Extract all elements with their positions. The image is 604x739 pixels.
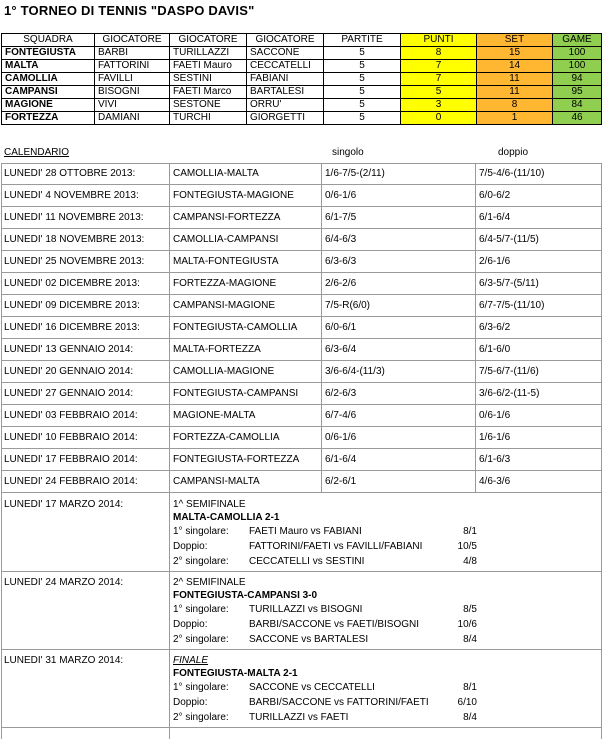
singolo-score: 6/1-6/4 xyxy=(325,454,357,465)
calendar-row xyxy=(1,163,601,185)
team-name: FORTEZZA xyxy=(2,112,95,125)
calendar-grid-line xyxy=(601,163,602,493)
game-label: Doppio: xyxy=(173,541,208,552)
singolo-score: 6/7-4/6 xyxy=(325,410,357,421)
player-1: BARBI xyxy=(95,47,170,60)
match-date: LUNEDI' 20 GENNAIO 2014: xyxy=(4,366,134,377)
player-3: BARTALESI xyxy=(247,86,324,99)
team-name: MAGIONE xyxy=(2,99,95,112)
match-teams: FONTEGIUSTA-FORTEZZA xyxy=(173,454,300,465)
game-cell: 84 xyxy=(553,99,602,112)
game-players: CECCATELLI vs SESTINI xyxy=(249,556,365,567)
game-cell: 95 xyxy=(553,86,602,99)
team-name: CAMPANSI xyxy=(2,86,95,99)
match-teams: CAMOLLIA-CAMPANSI xyxy=(173,234,279,245)
game-cell: 46 xyxy=(553,112,602,125)
game-label: 1° singolare: xyxy=(173,526,229,537)
set-cell: 15 xyxy=(477,47,553,60)
standings-row xyxy=(2,73,602,86)
player-1: VIVI xyxy=(95,99,170,112)
game-score: 10/6 xyxy=(457,619,477,630)
final-separator xyxy=(1,571,601,572)
doppio-score: 0/6-1/6 xyxy=(479,410,511,421)
doppio-score: 6/1-6/0 xyxy=(479,344,511,355)
page-title: 1° TORNEO DI TENNIS "DASPO DAVIS" xyxy=(4,3,255,18)
game-score: 8/1 xyxy=(463,682,477,693)
final-round: 2^ SEMIFINALE xyxy=(173,577,246,588)
match-teams: MALTA-FORTEZZA xyxy=(173,344,261,355)
game-score: 8/5 xyxy=(463,604,477,615)
game-score: 4/8 xyxy=(463,556,477,567)
game-label: Doppio: xyxy=(173,697,208,708)
final-date: LUNEDI' 31 MARZO 2014: xyxy=(4,655,124,666)
match-teams: FONTEGIUSTA-CAMPANSI xyxy=(173,388,299,399)
match-teams: CAMOLLIA-MAGIONE xyxy=(173,366,275,377)
doppio-score: 6/1-6/4 xyxy=(479,212,511,223)
game-label: 1° singolare: xyxy=(173,682,229,693)
game-score: 6/10 xyxy=(457,697,477,708)
match-date: LUNEDI' 24 FEBBRAIO 2014: xyxy=(4,476,138,487)
set-cell: 14 xyxy=(477,60,553,73)
calendar-row xyxy=(1,361,601,383)
match-date: LUNEDI' 4 NOVEMBRE 2013: xyxy=(4,190,139,201)
finals-grid-line xyxy=(1,493,2,739)
calendar-row xyxy=(1,383,601,405)
team-name: FONTEGIUSTA xyxy=(2,47,95,60)
match-teams: MALTA-FONTEGIUSTA xyxy=(173,256,279,267)
player-3: FABIANI xyxy=(247,73,324,86)
singolo-score: 6/1-7/5 xyxy=(325,212,357,223)
final-result: FONTEGIUSTA-CAMPANSI 3-0 xyxy=(173,590,318,601)
player-2: FAETI Mauro xyxy=(170,60,247,73)
match-date: LUNEDI' 11 NOVEMBRE 2013: xyxy=(4,212,144,223)
player-1: BISOGNI xyxy=(95,86,170,99)
doppio-score: 2/6-1/6 xyxy=(479,256,511,267)
standings-header-row xyxy=(2,34,602,47)
partite-cell: 5 xyxy=(324,60,401,73)
col-header-punti: PUNTI xyxy=(401,34,477,47)
game-players: FAETI Mauro vs FABIANI xyxy=(249,526,362,537)
player-3: SACCONE xyxy=(247,47,324,60)
final-round: 1^ SEMIFINALE xyxy=(173,499,246,510)
team-name: CAMOLLIA xyxy=(2,73,95,86)
match-teams: MAGIONE-MALTA xyxy=(173,410,256,421)
finals-grid-line xyxy=(169,493,170,739)
partite-cell: 5 xyxy=(324,73,401,86)
player-1: DAMIANI xyxy=(95,112,170,125)
match-teams: CAMPANSI-FORTEZZA xyxy=(173,212,281,223)
singolo-score: 6/2-6/1 xyxy=(325,476,357,487)
player-3: GIORGETTI xyxy=(247,112,324,125)
game-label: 2° singolare: xyxy=(173,556,229,567)
final-round: FINALE xyxy=(173,655,209,666)
player-1: FATTORINI xyxy=(95,60,170,73)
match-teams: FORTEZZA-CAMOLLIA xyxy=(173,432,280,443)
player-3: CECCATELLI xyxy=(247,60,324,73)
game-players: TURILLAZZI vs BISOGNI xyxy=(249,604,363,615)
col-header-partite: PARTITE xyxy=(324,34,401,47)
final-separator xyxy=(1,727,601,728)
match-date: LUNEDI' 17 FEBBRAIO 2014: xyxy=(4,454,138,465)
standings-row xyxy=(2,86,602,99)
player-2: TURILLAZZI xyxy=(170,47,247,60)
calendar-grid-line xyxy=(475,163,476,493)
final-separator xyxy=(1,649,601,650)
game-cell: 100 xyxy=(553,47,602,60)
calendar-row xyxy=(1,273,601,295)
set-cell: 11 xyxy=(477,86,553,99)
singolo-score: 6/0-6/1 xyxy=(325,322,357,333)
col-header-set: SET xyxy=(477,34,553,47)
calendar-row xyxy=(1,229,601,251)
calendar-row xyxy=(1,427,601,449)
partite-cell: 5 xyxy=(324,99,401,112)
doppio-score: 6/0-6/2 xyxy=(479,190,511,201)
player-2: SESTONE xyxy=(170,99,247,112)
calendar-row xyxy=(1,185,601,207)
game-players: BARBI/SACCONE vs FAETI/BISOGNI xyxy=(249,619,420,630)
set-cell: 8 xyxy=(477,99,553,112)
singolo-score: 6/3-6/3 xyxy=(325,256,357,267)
singolo-score: 6/3-6/4 xyxy=(325,344,357,355)
singolo-score: 6/4-6/3 xyxy=(325,234,357,245)
match-date: LUNEDI' 03 FEBBRAIO 2014: xyxy=(4,410,138,421)
calendar-row xyxy=(1,251,601,273)
calendar-grid-line xyxy=(1,163,2,493)
calendar-row xyxy=(1,449,601,471)
match-date: LUNEDI' 28 OTTOBRE 2013: xyxy=(4,168,136,179)
standings-row xyxy=(2,47,602,60)
game-cell: 94 xyxy=(553,73,602,86)
doppio-score: 6/1-6/3 xyxy=(479,454,511,465)
match-date: LUNEDI' 02 DICEMBRE 2013: xyxy=(4,278,140,289)
partite-cell: 5 xyxy=(324,47,401,60)
match-date: LUNEDI' 18 NOVEMBRE 2013: xyxy=(4,234,145,245)
col-header-giocatore-3: GIOCATORE xyxy=(247,34,324,47)
game-players: TURILLAZZI vs FAETI xyxy=(249,712,349,723)
calendar-row xyxy=(1,317,601,339)
match-teams: CAMPANSI-MALTA xyxy=(173,476,260,487)
punti-cell: 5 xyxy=(401,86,477,99)
set-cell: 11 xyxy=(477,73,553,86)
match-date: LUNEDI' 25 NOVEMBRE 2013: xyxy=(4,256,145,267)
game-score: 8/1 xyxy=(463,526,477,537)
match-teams: CAMOLLIA-MALTA xyxy=(173,168,259,179)
singolo-score: 1/6-7/5-(2/11) xyxy=(325,168,385,179)
standings-table xyxy=(1,33,602,125)
set-cell: 1 xyxy=(477,112,553,125)
singolo-score: 0/6-1/6 xyxy=(325,190,357,201)
player-2: FAETI Marco xyxy=(170,86,247,99)
player-2: TURCHI xyxy=(170,112,247,125)
game-players: SACCONE vs BARTALESI xyxy=(249,634,369,645)
game-players: SACCONE vs CECCATELLI xyxy=(249,682,375,693)
match-date: LUNEDI' 13 GENNAIO 2014: xyxy=(4,344,134,355)
team-name: MALTA xyxy=(2,60,95,73)
game-label: 2° singolare: xyxy=(173,634,229,645)
calendar-label: CALENDARIO xyxy=(4,147,70,158)
col-header-game: GAME xyxy=(553,34,602,47)
calendar-row xyxy=(1,405,601,427)
doppio-score: 4/6-3/6 xyxy=(479,476,511,487)
game-score: 10/5 xyxy=(457,541,477,552)
player-1: FAVILLI xyxy=(95,73,170,86)
match-date: LUNEDI' 10 FEBBRAIO 2014: xyxy=(4,432,138,443)
game-players: FATTORINI/FAETI vs FAVILLI/FABIANI xyxy=(249,541,423,552)
match-date: LUNEDI' 16 DICEMBRE 2013: xyxy=(4,322,140,333)
col-header-squadra: SQUADRA xyxy=(2,34,95,47)
game-label: Doppio: xyxy=(173,619,208,630)
game-score: 8/4 xyxy=(463,712,477,723)
singolo-score: 3/6-6/4-(11/3) xyxy=(325,366,385,377)
final-date: LUNEDI' 17 MARZO 2014: xyxy=(4,499,124,510)
match-teams: FONTEGIUSTA-CAMOLLIA xyxy=(173,322,298,333)
partite-cell: 5 xyxy=(324,112,401,125)
punti-cell: 0 xyxy=(401,112,477,125)
singolo-score: 6/2-6/3 xyxy=(325,388,357,399)
doppio-score: 6/7-7/5-(11/10) xyxy=(479,300,545,311)
partite-cell: 5 xyxy=(324,86,401,99)
game-label: 1° singolare: xyxy=(173,604,229,615)
singolo-score: 2/6-2/6 xyxy=(325,278,357,289)
calendar-row xyxy=(1,207,601,229)
doppio-score: 6/4-5/7-(11/5) xyxy=(479,234,539,245)
match-teams: FORTEZZA-MAGIONE xyxy=(173,278,277,289)
match-teams: CAMPANSI-MAGIONE xyxy=(173,300,276,311)
calendar-row xyxy=(1,471,601,493)
calendar-grid-line xyxy=(169,163,170,493)
singolo-header: singolo xyxy=(332,147,364,158)
doppio-score: 7/5-4/6-(11/10) xyxy=(479,168,545,179)
calendar-row xyxy=(1,295,601,317)
game-players: BARBI/SACCONE vs FATTORINI/FAETI xyxy=(249,697,429,708)
standings-row xyxy=(2,60,602,73)
match-teams: FONTEGIUSTA-MAGIONE xyxy=(173,190,294,201)
game-label: 2° singolare: xyxy=(173,712,229,723)
punti-cell: 7 xyxy=(401,73,477,86)
player-2: SESTINI xyxy=(170,73,247,86)
doppio-score: 3/6-6/2-(11-5) xyxy=(479,388,540,399)
doppio-score: 7/5-6/7-(11/6) xyxy=(479,366,539,377)
final-result: MALTA-CAMOLLIA 2-1 xyxy=(173,512,280,523)
calendar-row xyxy=(1,339,601,361)
col-header-giocatore-1: GIOCATORE xyxy=(95,34,170,47)
doppio-score: 6/3-5/7-(5/11) xyxy=(479,278,539,289)
player-3: ORRU' xyxy=(247,99,324,112)
col-header-giocatore-2: GIOCATORE xyxy=(170,34,247,47)
final-result: FONTEGIUSTA-MALTA 2-1 xyxy=(173,668,298,679)
punti-cell: 8 xyxy=(401,47,477,60)
match-date: LUNEDI' 09 DICEMBRE 2013: xyxy=(4,300,140,311)
calendar-grid-line xyxy=(321,163,322,493)
game-cell: 100 xyxy=(553,60,602,73)
standings-row xyxy=(2,99,602,112)
punti-cell: 7 xyxy=(401,60,477,73)
finals-grid-line xyxy=(601,493,602,739)
doppio-header: doppio xyxy=(498,147,529,158)
punti-cell: 3 xyxy=(401,99,477,112)
doppio-score: 6/3-6/2 xyxy=(479,322,511,333)
singolo-score: 7/5-R(6/0) xyxy=(325,300,371,311)
final-date: LUNEDI' 24 MARZO 2014: xyxy=(4,577,124,588)
game-score: 8/4 xyxy=(463,634,477,645)
doppio-score: 1/6-1/6 xyxy=(479,432,511,443)
standings-row xyxy=(2,112,602,125)
singolo-score: 0/6-1/6 xyxy=(325,432,357,443)
match-date: LUNEDI' 27 GENNAIO 2014: xyxy=(4,388,134,399)
